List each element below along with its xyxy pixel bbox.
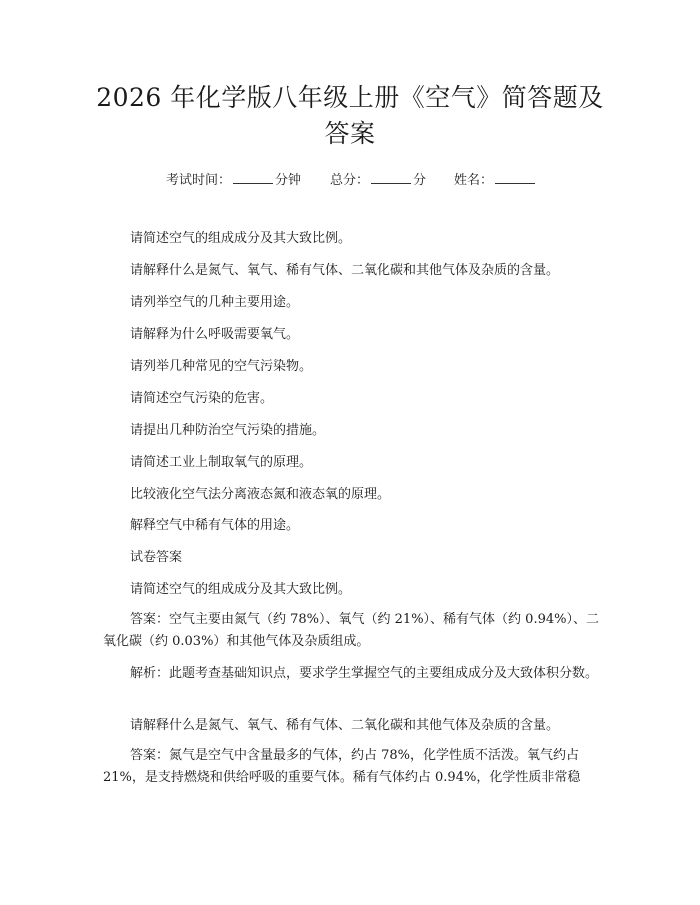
- answer-1: 答案：空气主要由氮气（约 78%）、氧气（约 21%）、稀有气体（约 0.94%）、二氧化碳（约 0.03%）和其他气体及杂质组成。: [103, 612, 599, 649]
- question-7: 请提出几种防治空气污染的措施。: [130, 423, 326, 438]
- total-score-unit: 分: [413, 173, 427, 188]
- question-5: 请列举几种常见的空气污染物。: [130, 359, 313, 374]
- total-score-field: [330, 169, 426, 188]
- exam-time-field: [166, 169, 301, 188]
- exam-time-label: 考试时间：: [166, 173, 232, 188]
- answers-heading: 试卷答案: [130, 550, 183, 565]
- title-line-2: 答案: [324, 119, 376, 148]
- student-name-label: 姓名：: [454, 173, 494, 188]
- question-3: 请列举空气的几种主要用途。: [130, 295, 300, 310]
- question-9: 比较液化空气法分离液态氮和液态氧的原理。: [130, 487, 391, 502]
- total-score-label: 总分：: [330, 173, 370, 188]
- question-1: 请简述空气的组成成分及其大致比例。: [130, 231, 352, 246]
- analysis-1: 解析：此题考查基础知识点，要求学生掌握空气的主要组成成分及大致体积分数。: [130, 666, 599, 681]
- question-2: 请解释什么是氮气、氧气、稀有气体、二氧化碳和其他气体及杂质的含量。: [130, 263, 560, 278]
- answer-question-1: 请简述空气的组成成分及其大致比例。: [130, 582, 352, 597]
- exam-time-blank: [233, 170, 273, 184]
- answer-question-2: 请解释什么是氮气、氧气、稀有气体、二氧化碳和其他气体及杂质的含量。: [130, 718, 560, 733]
- question-4: 请解释为什么呼吸需要氧气。: [130, 327, 300, 342]
- page-title: [60, 80, 640, 152]
- answer-2: 答案：氮气是空气中含量最多的气体，约占 78%，化学性质不活泼。氧气约占 21%，是支持燃烧和供给呼吸的重要气体。稀有气体约占 0.94%，化学性质非常稳: [103, 748, 581, 785]
- exam-time-unit: 分钟: [275, 173, 302, 188]
- student-name-field: [454, 169, 537, 188]
- question-10: 解释空气中稀有气体的用途。: [130, 518, 300, 533]
- student-name-blank: [495, 170, 535, 184]
- question-6: 请简述空气污染的危害。: [130, 391, 274, 406]
- title-line-1: 2026 年化学版八年级上册《空气》简答题及: [96, 83, 604, 112]
- question-8: 请简述工业上制取氧气的原理。: [130, 455, 313, 470]
- total-score-blank: [371, 170, 411, 184]
